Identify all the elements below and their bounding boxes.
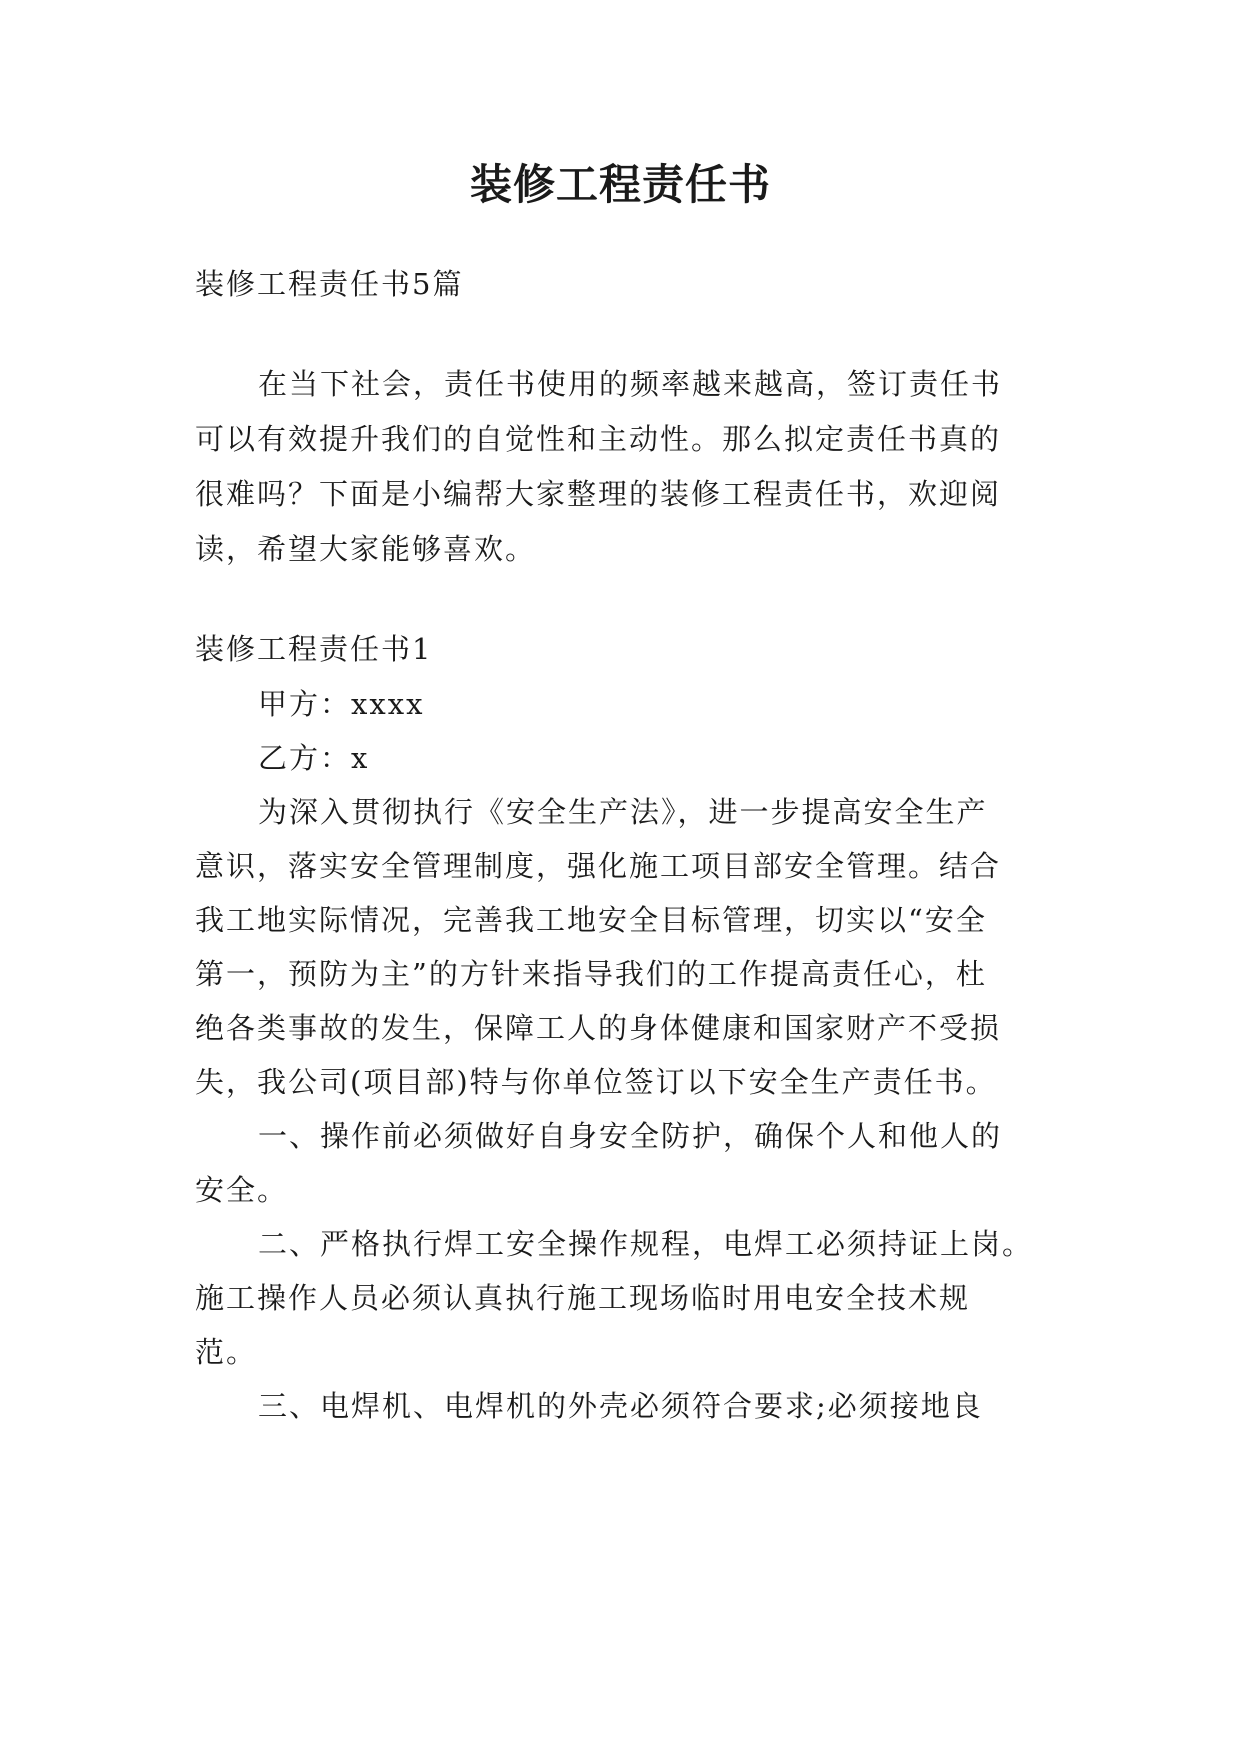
body-line: 意识，落实安全管理制度，强化施工项目部安全管理。结合	[195, 849, 1002, 883]
body-line: 安全。	[195, 1173, 289, 1207]
intro-line: 很难吗？下面是小编帮大家整理的装修工程责任书，欢迎阅	[195, 477, 1002, 511]
party-b: 乙方：x	[258, 741, 370, 775]
body-line: 失，我公司(项目部)特与你单位签订以下安全生产责任书。	[195, 1065, 997, 1099]
body-line: 二、严格执行焊工安全操作规程，电焊工必须持证上岗。	[258, 1227, 1034, 1261]
body-line: 施工操作人员必须认真执行施工现场临时用电安全技术规	[195, 1281, 971, 1315]
body-line: 我工地实际情况，完善我工地安全目标管理，切实以“安全	[195, 903, 987, 937]
body-line: 为深入贯彻执行《安全生产法》，进一步提高安全生产	[258, 795, 988, 829]
body-line: 第一，预防为主”的方针来指导我们的工作提高责任心，杜	[195, 957, 987, 991]
intro-line: 读，希望大家能够喜欢。	[195, 532, 537, 566]
body-line: 一、操作前必须做好自身安全防护，确保个人和他人的	[258, 1119, 1003, 1153]
body-line: 范。	[195, 1335, 258, 1369]
body-line: 三、电焊机、电焊机的外壳必须符合要求;必须接地良	[258, 1389, 983, 1423]
document-title: 装修工程责任书	[469, 160, 771, 209]
subtitle: 装修工程责任书5篇	[195, 267, 464, 301]
section-heading: 装修工程责任书1	[195, 632, 433, 666]
party-a: 甲方：xxxx	[258, 687, 425, 721]
intro-line: 可以有效提升我们的自觉性和主动性。那么拟定责任书真的	[195, 422, 1002, 456]
intro-line: 在当下社会，责任书使用的频率越来越高，签订责任书	[258, 367, 1003, 401]
body-line: 绝各类事故的发生，保障工人的身体健康和国家财产不受损	[195, 1011, 1002, 1045]
